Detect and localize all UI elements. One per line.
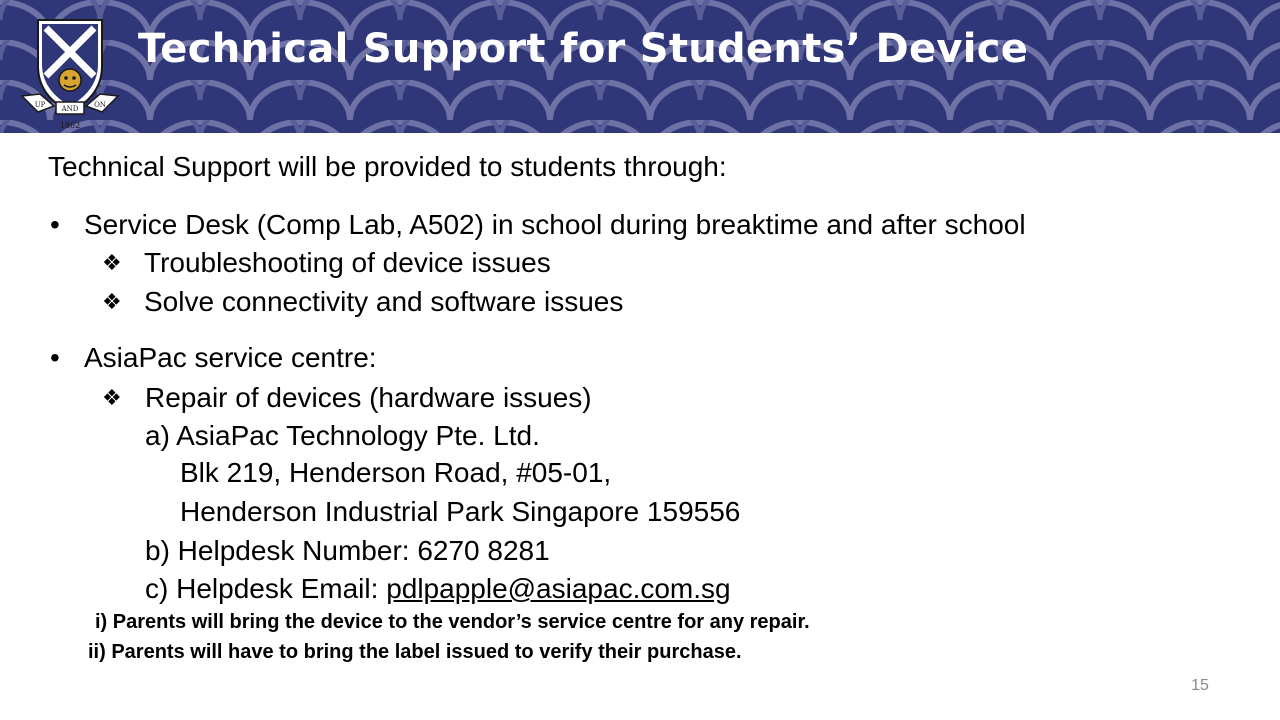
connectivity-item: Solve connectivity and software issues: [144, 286, 624, 317]
helpdesk-email-label: c) Helpdesk Email:: [145, 573, 387, 604]
note-repair: i) Parents will bring the device to the vendor’s service centre for any repair.: [95, 611, 810, 633]
page-number: 15: [1191, 677, 1209, 694]
crest-motto-on: ON: [94, 101, 106, 109]
bullet-marker: •: [50, 209, 60, 240]
troubleshooting-item: Troubleshooting of device issues: [144, 247, 551, 278]
diamond-bullet-icon: ❖: [102, 385, 122, 410]
helpdesk-email-link[interactable]: pdlpapple@asiapac.com.sg: [386, 573, 731, 604]
diamond-bullet-icon: ❖: [102, 250, 122, 275]
helpdesk-number: b) Helpdesk Number: 6270 8281: [145, 535, 550, 566]
intro-text: Technical Support will be provided to students through:: [48, 151, 727, 182]
slide-title: Technical Support for Students’ Device: [138, 26, 1029, 72]
vendor-address-line2: Henderson Industrial Park Singapore 159556: [180, 496, 741, 527]
helpdesk-email-row: [145, 572, 731, 606]
diamond-bullet-icon: ❖: [102, 289, 122, 314]
vendor-address-line1: Blk 219, Henderson Road, #05-01,: [180, 457, 612, 488]
crest-motto-and: AND: [61, 105, 79, 113]
bullet-marker: •: [50, 342, 60, 373]
crest-year: 1862: [59, 121, 81, 130]
asiapac-heading: AsiaPac service centre:: [84, 342, 377, 373]
vendor-name: a) AsiaPac Technology Pte. Ltd.: [145, 420, 540, 451]
repair-item: Repair of devices (hardware issues): [145, 382, 592, 413]
service-desk-heading: Service Desk (Comp Lab, A502) in school during breaktime and after school: [84, 209, 1026, 240]
note-label: ii) Parents will have to bring the label issued to verify their purchase.: [88, 641, 742, 663]
crest-motto-up: UP: [34, 101, 46, 109]
